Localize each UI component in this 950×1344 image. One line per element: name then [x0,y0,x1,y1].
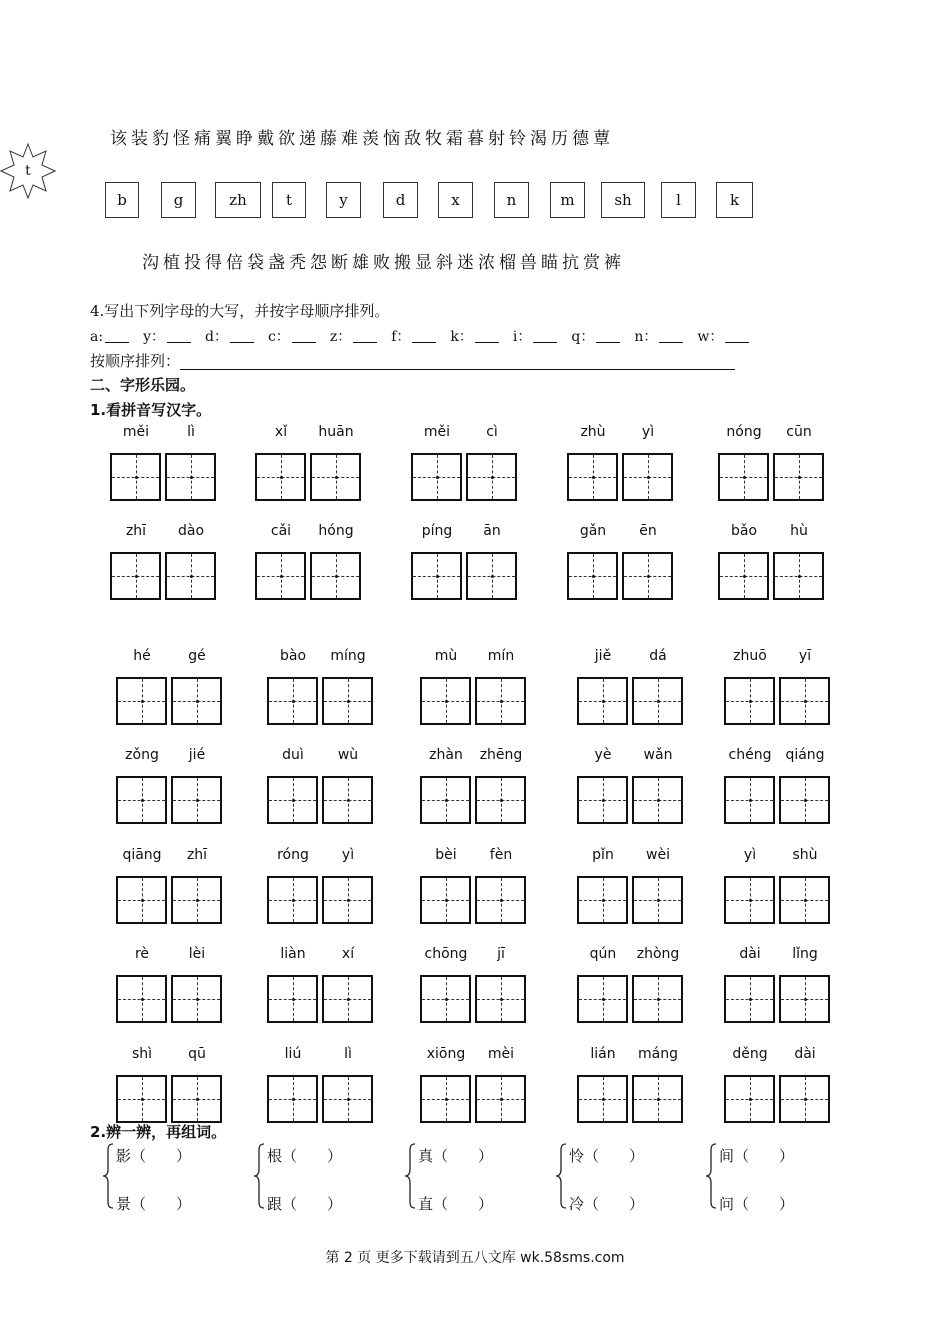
writing-grid-cell[interactable] [267,677,318,725]
character: 霜 [446,129,463,149]
writing-grid-cell[interactable] [577,876,628,924]
initial-box: l [661,182,696,218]
pinyin-syllable: jié [188,747,206,763]
pinyin-syllable: jiě [594,648,612,664]
writing-grid-cell[interactable] [724,1075,775,1123]
character: 沟 [142,253,159,273]
writing-grid-cell[interactable] [475,876,526,924]
writing-grid-cell[interactable] [779,677,830,725]
pinyin-syllable: mín [487,648,515,664]
pinyin-syllable: lèi [188,946,206,962]
writing-grid-cell[interactable] [110,552,161,600]
pinyin-syllable: zhī [186,847,208,863]
uppercase-blank[interactable] [292,330,316,343]
character: 抗 [562,253,579,273]
compare-word[interactable]: 根（ ） [267,1147,343,1165]
writing-grid-cell[interactable] [718,552,769,600]
character: 袋 [247,253,264,273]
pinyin-syllable: liàn [280,946,306,962]
writing-grid-cell[interactable] [310,453,361,501]
character: 牧 [425,129,442,149]
pinyin-syllable: míng [330,648,366,664]
pinyin-syllable: hóng [318,523,354,539]
pinyin-syllable: shì [131,1046,153,1062]
character: 暮 [467,129,484,149]
writing-grid-cell[interactable] [322,1075,373,1123]
brace-icon [253,1143,265,1209]
character: 榴 [499,253,516,273]
pinyin-syllable: bǎo [730,523,758,539]
order-row [90,350,735,371]
writing-grid-cell[interactable] [171,975,222,1023]
pinyin-syllable: róng [277,847,309,863]
uppercase-blank[interactable] [725,330,749,343]
question-4-title: 4.写出下列字母的大写，并按字母顺序排列。 [90,302,390,320]
brace-icon [555,1143,567,1209]
character: 翼 [215,129,232,149]
pinyin-syllable: dài [739,946,761,962]
writing-grid-cell[interactable] [724,776,775,824]
initial-box: g [161,182,196,218]
writing-grid-cell[interactable] [116,677,167,725]
writing-grid-cell[interactable] [779,776,830,824]
writing-grid-cell[interactable] [632,776,683,824]
question-1-title: 1.看拼音写汉字。 [90,401,212,419]
pinyin-syllable: hù [790,523,808,539]
writing-grid-cell[interactable] [466,552,517,600]
character: 秃 [289,253,306,273]
letter-label: a: [90,329,104,345]
character: 恼 [383,129,400,149]
character: 斜 [436,253,453,273]
writing-grid-cell[interactable] [475,776,526,824]
pinyin-syllable: děng [732,1046,768,1062]
writing-grid-cell[interactable] [322,776,373,824]
writing-grid-cell[interactable] [632,1075,683,1123]
pinyin-syllable: gǎn [579,523,607,539]
character: 浓 [478,253,495,273]
writing-grid-cell[interactable] [411,453,462,501]
writing-grid-cell[interactable] [267,1075,318,1123]
writing-grid-cell[interactable] [116,1075,167,1123]
letter-label: i： [512,329,532,345]
letter-item [634,326,683,346]
character: 断 [331,253,348,273]
writing-grid-cell[interactable] [171,876,222,924]
bottom-character-row [142,248,625,273]
letter-item [205,326,254,346]
section-2-title: 二、字形乐园。 [90,376,196,394]
pinyin-syllable: yè [594,747,612,763]
pinyin-syllable: wù [337,747,359,763]
writing-grid-cell[interactable] [622,552,673,600]
pinyin-syllable: duì [282,747,304,763]
writing-grid-cell[interactable] [475,1075,526,1123]
pinyin-syllable: lì [187,424,195,440]
compare-word[interactable]: 冷（ ） [569,1195,645,1213]
letter-item [697,326,749,346]
writing-grid-cell[interactable] [773,552,824,600]
writing-grid-cell[interactable] [632,677,683,725]
pinyin-syllable: zhàn [429,747,463,763]
writing-grid-cell[interactable] [466,453,517,501]
uppercase-blank[interactable] [167,330,191,343]
writing-grid-cell[interactable] [267,975,318,1023]
writing-grid-cell[interactable] [255,453,306,501]
character: 倍 [226,253,243,273]
writing-grid-cell[interactable] [420,677,471,725]
pinyin-syllable: měi [423,424,451,440]
pinyin-syllable: xí [341,946,355,962]
pinyin-syllable: zhù [580,424,606,440]
writing-grid-cell[interactable] [420,876,471,924]
pinyin-syllable: qún [589,946,617,962]
writing-grid-cell[interactable] [577,776,628,824]
order-blank[interactable] [180,355,735,370]
pinyin-syllable: rè [134,946,150,962]
writing-grid-cell[interactable] [267,776,318,824]
character: 戴 [257,129,274,149]
uppercase-blank[interactable] [353,330,377,343]
uppercase-blank[interactable] [533,330,557,343]
uppercase-blanks-row [90,326,763,346]
character: 显 [415,253,432,273]
writing-grid-cell[interactable] [577,975,628,1023]
pinyin-syllable: zhòng [636,946,680,962]
pinyin-syllable: qū [188,1046,206,1062]
compare-group [404,1143,534,1215]
initial-box: d [383,182,418,218]
character: 裤 [604,253,621,273]
uppercase-blank[interactable] [596,330,620,343]
pinyin-syllable: wǎn [643,747,673,763]
pinyin-syllable: nóng [726,424,762,440]
pinyin-syllable: yì [341,847,355,863]
writing-grid-cell[interactable] [171,677,222,725]
letter-label: f： [391,329,411,345]
writing-grid-cell[interactable] [622,453,673,501]
character: 迷 [457,253,474,273]
character: 铃 [509,129,526,149]
pinyin-syllable: yì [641,424,655,440]
letter-label: z： [329,329,352,345]
page-footer: 第 2 页 更多下载请到五八文库 wk.58sms.com [325,1250,625,1266]
character: 怪 [173,129,190,149]
character: 历 [551,129,568,149]
question-2-title: 2.辨一辨，再组词。 [90,1123,227,1141]
pinyin-syllable: shù [792,847,818,863]
letter-item [513,326,557,346]
compare-word[interactable]: 直（ ） [418,1195,494,1213]
writing-grid-cell[interactable] [420,975,471,1023]
character: 雄 [352,253,369,273]
pinyin-syllable: huān [318,424,354,440]
letter-item [450,326,498,346]
character: 豹 [152,129,169,149]
writing-grid-cell[interactable] [322,876,373,924]
pinyin-syllable: cūn [786,424,812,440]
pinyin-syllable: cì [486,424,498,440]
pinyin-syllable: lǐng [792,946,818,962]
pinyin-syllable: bào [279,648,307,664]
pinyin-syllable: pǐn [592,847,614,863]
compare-group [705,1143,835,1215]
writing-grid-cell[interactable] [577,1075,628,1123]
writing-grid-cell[interactable] [567,453,618,501]
compare-group [253,1143,383,1215]
pinyin-syllable: cǎi [270,523,292,539]
pinyin-syllable: chōng [424,946,468,962]
writing-grid-cell[interactable] [718,453,769,501]
writing-grid-cell[interactable] [322,975,373,1023]
writing-grid-cell[interactable] [420,776,471,824]
letter-label: q： [571,329,595,345]
writing-grid-cell[interactable] [110,453,161,501]
writing-grid-cell[interactable] [420,1075,471,1123]
letter-item [330,326,377,346]
pinyin-syllable: bèi [435,847,457,863]
pinyin-syllable: liú [284,1046,302,1062]
pinyin-syllable: qiāng [122,847,162,863]
top-character-row [110,124,614,149]
order-label: 按顺序排列： [90,352,181,370]
character: 欲 [278,129,295,149]
character: 射 [488,129,505,149]
pinyin-syllable: dài [794,1046,816,1062]
character: 递 [299,129,316,149]
writing-grid-cell[interactable] [116,876,167,924]
pinyin-syllable: lì [344,1046,352,1062]
writing-grid-cell[interactable] [724,975,775,1023]
letter-item [143,326,191,346]
uppercase-blank[interactable] [105,330,129,343]
character: 植 [163,253,180,273]
character: 敌 [404,129,421,149]
star-letter: t [25,163,31,179]
pinyin-syllable: dào [177,523,205,539]
uppercase-blank[interactable] [230,330,254,343]
letter-item [391,326,436,346]
pinyin-syllable: píng [421,523,453,539]
writing-grid-cell[interactable] [165,552,216,600]
character: 蕈 [593,129,610,149]
writing-grid-cell[interactable] [632,876,683,924]
initial-box: m [550,182,585,218]
letter-label: n： [634,329,658,345]
compare-word[interactable]: 景（ ） [116,1195,192,1213]
writing-grid-cell[interactable] [171,776,222,824]
brace-icon [102,1143,114,1209]
compare-word[interactable]: 跟（ ） [267,1195,343,1213]
character: 痛 [194,129,211,149]
writing-grid-cell[interactable] [310,552,361,600]
letter-item [571,326,620,346]
compare-word[interactable]: 怜（ ） [569,1147,645,1165]
pinyin-syllable: měi [122,424,150,440]
pinyin-syllable: zhuō [733,648,767,664]
character: 睁 [236,129,253,149]
pinyin-syllable: mèi [487,1046,515,1062]
brace-icon [404,1143,416,1209]
writing-grid-cell[interactable] [632,975,683,1023]
writing-grid-cell[interactable] [724,677,775,725]
initial-box: t [272,182,306,218]
letter-item [268,326,316,346]
writing-grid-cell[interactable] [475,975,526,1023]
initial-box: zh [215,182,261,218]
pinyin-syllable: lián [590,1046,616,1062]
character: 赏 [583,253,600,273]
letter-item [90,329,129,345]
pinyin-syllable: máng [638,1046,678,1062]
writing-grid-cell[interactable] [116,975,167,1023]
pinyin-syllable: chéng [728,747,772,763]
writing-grid-cell[interactable] [779,876,830,924]
letter-label: c： [267,329,290,345]
character: 装 [131,129,148,149]
initial-box: k [716,182,753,218]
writing-grid-cell[interactable] [779,1075,830,1123]
character: 羡 [362,129,379,149]
pinyin-syllable: wèi [646,847,670,863]
brace-icon [705,1143,717,1209]
pinyin-syllable: zǒng [125,747,159,763]
character: 败 [373,253,390,273]
character: 难 [341,129,358,149]
pinyin-syllable: xiōng [426,1046,466,1062]
initial-box: sh [601,182,645,218]
letter-label: k： [450,329,473,345]
character: 藤 [320,129,337,149]
compare-word[interactable]: 间（ ） [719,1147,795,1165]
character: 兽 [520,253,537,273]
pinyin-syllable: zhēng [479,747,523,763]
pinyin-syllable: mù [434,648,458,664]
writing-grid-cell[interactable] [267,876,318,924]
writing-grid-cell[interactable] [475,677,526,725]
character: 搬 [394,253,411,273]
pinyin-syllable: yī [798,648,812,664]
letter-label: w： [697,329,724,345]
writing-grid-cell[interactable] [116,776,167,824]
letter-label: d： [205,329,228,345]
writing-grid-cell[interactable] [171,1075,222,1123]
pinyin-syllable: xǐ [274,424,288,440]
uppercase-blank[interactable] [475,330,499,343]
uppercase-blank[interactable] [659,330,683,343]
initial-box: x [438,182,473,218]
writing-grid-cell[interactable] [322,677,373,725]
compare-group [555,1143,685,1215]
pinyin-syllable: zhī [125,523,147,539]
pinyin-syllable: hé [133,648,151,664]
pinyin-syllable: qiáng [785,747,825,763]
character: 盏 [268,253,285,273]
character: 德 [572,129,589,149]
character: 投 [184,253,201,273]
writing-grid-cell[interactable] [567,552,618,600]
pinyin-syllable: dá [649,648,667,664]
character: 得 [205,253,222,273]
pinyin-syllable: jī [497,946,505,962]
star-badge [0,142,56,200]
writing-grid-cell[interactable] [255,552,306,600]
pinyin-syllable: gé [188,648,206,664]
initial-box: b [105,182,139,218]
writing-grid-cell[interactable] [724,876,775,924]
initial-box: y [326,182,361,218]
initial-box: n [494,182,529,218]
writing-grid-cell[interactable] [577,677,628,725]
letter-label: y： [143,329,165,345]
compare-group [102,1143,232,1215]
character: 渴 [530,129,547,149]
writing-grid-cell[interactable] [411,552,462,600]
writing-grid-cell[interactable] [779,975,830,1023]
compare-word[interactable]: 真（ ） [418,1147,494,1165]
uppercase-blank[interactable] [412,330,436,343]
pinyin-syllable: ān [483,523,501,539]
pinyin-syllable: ēn [639,523,657,539]
writing-grid-cell[interactable] [165,453,216,501]
pinyin-syllable: fèn [489,847,513,863]
writing-grid-cell[interactable] [773,453,824,501]
compare-word[interactable]: 影（ ） [116,1147,192,1165]
character: 该 [110,129,127,149]
pinyin-syllable: yì [743,847,757,863]
compare-word[interactable]: 问（ ） [719,1195,795,1213]
character: 怨 [310,253,327,273]
character: 瞄 [541,253,558,273]
